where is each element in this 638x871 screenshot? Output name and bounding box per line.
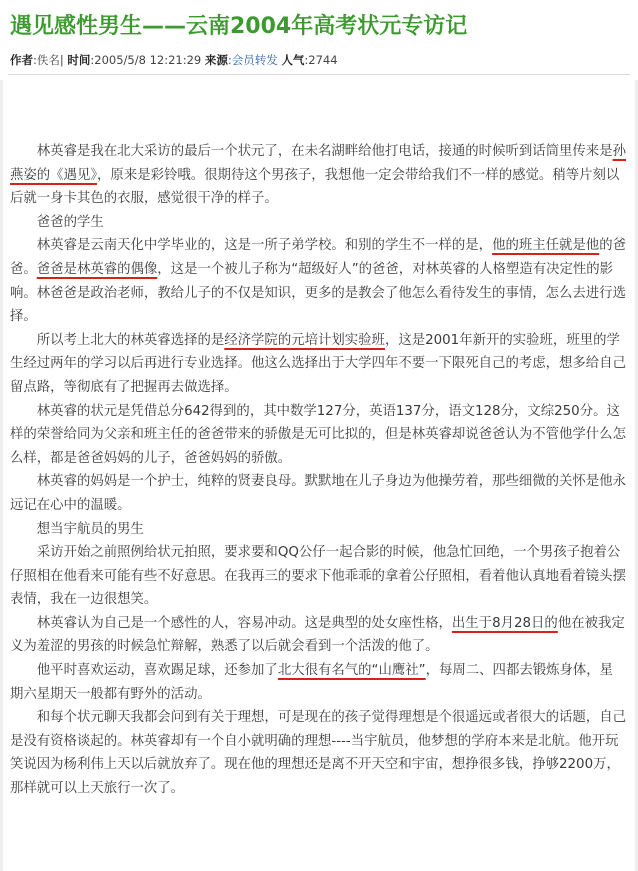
- paragraph-1: 林英睿是我在北大采访的最后一个状元了，在未名湖畔给他打电话，接通的时候听到话筒里传来是孙燕姿的《遇见》，原来是彩铃哦。很期待这个男孩子，我想他一定会带给我们不一样的感觉。稍等片刻以后就一身卡其色的衣服，感觉很干净的样子。: [10, 144, 626, 207]
- source-label: 来源: [204, 53, 228, 67]
- paragraph-2: 林英睿是云南天化中学毕业的，这是一所子弟学校。和别的学生不一样的是，他的班主任就是他的爸爸。爸爸是林英睿的偶像，这是一个被儿子称为“超级好人”的爸爸，对林英睿的人格塑造有决定性的影响。林爸爸是政治老师，教给儿子的不仅是知识，更多的是教会了他怎么看待发生的事情，怎么去进行选择。: [10, 238, 626, 325]
- paragraph-5: 林英睿的妈妈是一个护士，纯粹的贤妻良母。默默地在儿子身边为他操劳着，那些细微的关怀是他永远记在心中的温暖。: [10, 474, 626, 513]
- author-value: :佚名: [33, 53, 60, 67]
- subheading-astronaut: 想当宇航员的男生: [36, 521, 144, 537]
- subheading-father: 爸爸的学生: [36, 214, 104, 230]
- time-value: :2005/5/8 12:21:29: [90, 53, 202, 67]
- paragraph-3: 所以考上北大的林英睿选择的是经济学院的元培计划实验班，这是2001年新开的实验班，班里的学生经过两年的学习以后再进行专业选择。他这么选择出于大学四年不要一下限死自己的考虑，想多给自己留点路，等彻底有了把握再去做选择。: [10, 332, 626, 395]
- paragraph-8: 他平时喜欢运动，喜欢踢足球，还参加了北大很有名气的“山鹰社”，每周二、四都去锻炼身体，星期六星期天一般都有野外的活动。: [10, 663, 614, 702]
- highlight-song: 孙燕姿的《遇见》: [10, 144, 626, 183]
- time-label: 时间: [67, 53, 91, 67]
- header-divider: [8, 74, 630, 75]
- highlight-idol: 爸爸是林英睿的偶像: [36, 261, 158, 277]
- highlight-club: 北大很有名气的“山鹰社”: [277, 663, 426, 679]
- paragraph-7: 林英睿认为自己是一个感性的人，容易冲动。这是典型的处女座性格，出生于8月28日的他在被我定义为羞涩的男孩的时候急忙辩解，熟悉了以后就会看到一个活泼的他了。: [10, 615, 625, 655]
- paragraph-4: 林英睿的状元是凭借总分642得到的，其中数学127分，英语137分，语文128分，文综250分。这样的荣誉给同为父亲和班主任的爸爸带来的骄傲是无可比拟的，但是林英睿却说爸爸认为不管他学什么怎么样，都是爸爸妈妈的儿子，爸爸妈妈的骄傲。: [10, 403, 626, 466]
- paragraph-9: 和每个状元聊天我都会问到有关于理想，可是现在的孩子觉得理想是个很遥远或者很大的话题，自己是没有资格谈起的。林英睿却有一个自小就明确的理想----当宇航员，他梦想的学府本来是北航。他开玩笑说因为杨利伟上天以后就放弃了。现在他的理想还是离不开天空和宇宙，想挣很多钱，挣够2200万，那样就可以上天旅行一次了。: [10, 710, 626, 797]
- source-value[interactable]: :会员转发: [227, 53, 278, 67]
- meta-separator: |: [59, 53, 64, 67]
- article-body: [10, 140, 626, 801]
- highlight-class: 经济学院的元培计划实验班: [224, 332, 385, 348]
- left-edge: [0, 80, 3, 871]
- highlight-birthday: 出生于8月28日的: [451, 615, 558, 631]
- views-value: :2744: [304, 53, 338, 67]
- paragraph-6: 采访开始之前照例给状元拍照，要求要和QQ公仔一起合影的时候，他急忙回绝，一个男孩子抱着公仔照相在他看来可能有些不好意思。在我再三的要求下他乖乖的拿着公仔照相，看着他认真地看着镜头摆表情，我在一边很想笑。: [10, 545, 626, 608]
- article-meta: [10, 52, 338, 68]
- highlight-teacher: 他的班主任就是他: [492, 238, 600, 254]
- views-label: 人气: [281, 53, 305, 67]
- article-title: 遇见感性男生——云南2004年高考状元专访记: [10, 14, 468, 39]
- author-label: 作者: [10, 53, 33, 67]
